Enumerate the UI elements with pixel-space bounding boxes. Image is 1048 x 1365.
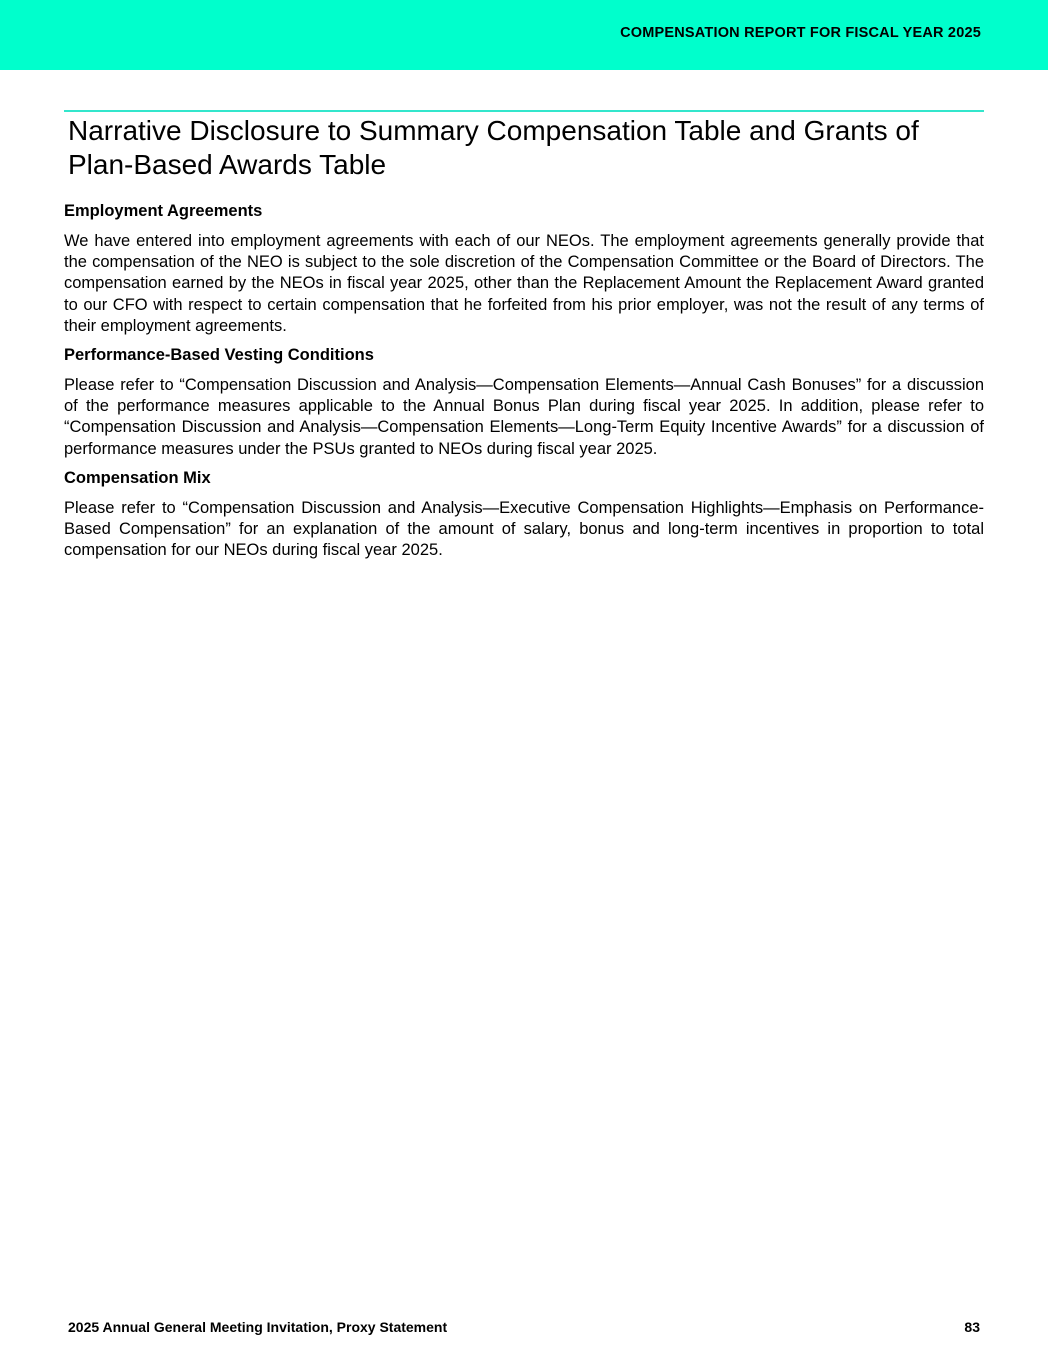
footer-document-name: 2025 Annual General Meeting Invitation, Proxy Statement	[68, 1319, 448, 1335]
subsection-heading-performance-vesting: Performance-Based Vesting Conditions	[64, 346, 374, 365]
report-header-title: COMPENSATION REPORT FOR FISCAL YEAR 2025	[620, 25, 981, 41]
paragraph-employment-agreements: We have entered into employment agreements with each of our NEOs. The employment agreements generally provide that the compensation of the NEO is subject to the sole discretion of the Compensation Committee or the Board of Directors. The compensation earned by the NEOs in fiscal year 2025, other than the Replacement Amount the Replacement Award granted to our CFO with respect to certain compensation that he forfeited from his prior employer, was not the result of any terms of their employment agreements.	[64, 232, 984, 335]
page-content	[64, 110, 984, 561]
paragraph-performance-vesting: Please refer to “Compensation Discussion and Analysis—Compensation Elements—Annual Cash Bonuses” for a discussion of the performance measures applicable to the Annual Bonus Plan during fiscal year 2025. In addition, please refer to “Compensation Discussion and Analysis—Compensation Elements—Long-Term Equity Incentive Awards” for a discussion of performance measures under the PSUs granted to NEOs during fiscal year 2025.	[64, 376, 984, 458]
section-title: Narrative Disclosure to Summary Compensation Table and Grants of Plan-Based Awards Table	[68, 115, 919, 180]
header-band	[0, 0, 1048, 70]
paragraph-compensation-mix: Please refer to “Compensation Discussion and Analysis—Executive Compensation Highlights—Emphasis on Performance-Based Compensation” for an explanation of the amount of salary, bonus and long-term incentives in proportion to total compensation for our NEOs during fiscal year 2025.	[64, 498, 984, 560]
title-divider	[64, 110, 984, 112]
subsection-heading-compensation-mix: Compensation Mix	[64, 468, 211, 487]
footer-page-number: 83	[964, 1319, 980, 1335]
subsection-heading-employment-agreements: Employment Agreements	[64, 202, 263, 220]
